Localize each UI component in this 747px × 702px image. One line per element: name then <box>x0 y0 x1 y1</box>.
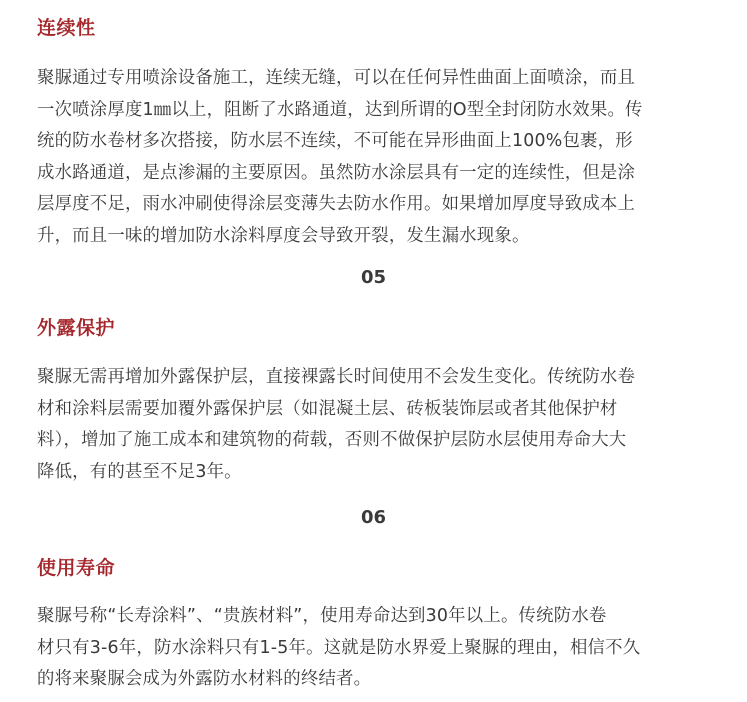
paragraph-line: 统的防水卷材多次搭接，防水层不连续，不可能在异形曲面上100%包裹，形 <box>37 131 633 151</box>
paragraph-line: 料），增加了施工成本和建筑物的荷载，否则不做保护层防水层使用寿命大大 <box>37 430 627 450</box>
paragraph-line: 聚脲号称“长寿涂料”、“贵族材料”，使用寿命达到30年以上。传统防水卷 <box>37 606 607 626</box>
section-heading-continuity: 连续性 <box>37 17 96 39</box>
paragraph-line: 聚脲通过专用喷涂设备施工，连续无缝，可以在任何异性曲面上面喷涂，而且 <box>37 68 636 88</box>
section-paragraph-exposed-protection <box>37 362 715 488</box>
paragraph-line: 成水路通道，是点渗漏的主要原因。虽然防水涂层具有一定的连续性，但是涂 <box>37 162 636 183</box>
paragraph-line: 材和涂料层需要加覆外露保护层（如混凝土层、砖板装饰层或者其他保护材 <box>37 398 618 419</box>
paragraph-line: 降低，有的甚至不足3年。 <box>37 461 242 482</box>
paragraph-line: 聚脲无需再增加外露保护层，直接裸露长时间使用不会发生变化。传统防水卷 <box>37 367 636 387</box>
section-number-05: 05 <box>360 267 387 288</box>
paragraph-line: 的将来聚脲会成为外露防水材料的终结者。 <box>37 669 372 689</box>
paragraph-line: 层厚度不足，雨水冲刷使得涂层变薄失去防水作用。如果增加厚度导致成本上 <box>37 194 636 214</box>
paragraph-line: 一次喷涂厚度1㎜以上，阻断了水路通道，达到所谓的O型全封闭防水效果。传 <box>37 99 643 120</box>
section-paragraph-continuity <box>37 63 715 252</box>
section-heading-service-life: 使用寿命 <box>37 557 116 579</box>
section-heading-exposed-protection: 外露保护 <box>37 317 116 339</box>
paragraph-line: 材只有3-6年，防水涂料只有1-5年。这就是防水界爱上聚脲的理由，相信不久 <box>37 637 641 658</box>
section-number-06: 06 <box>360 507 387 528</box>
paragraph-line: 升，而且一味的增加防水涂料厚度会导致开裂，发生漏水现象。 <box>37 225 530 246</box>
section-paragraph-service-life <box>37 601 715 696</box>
